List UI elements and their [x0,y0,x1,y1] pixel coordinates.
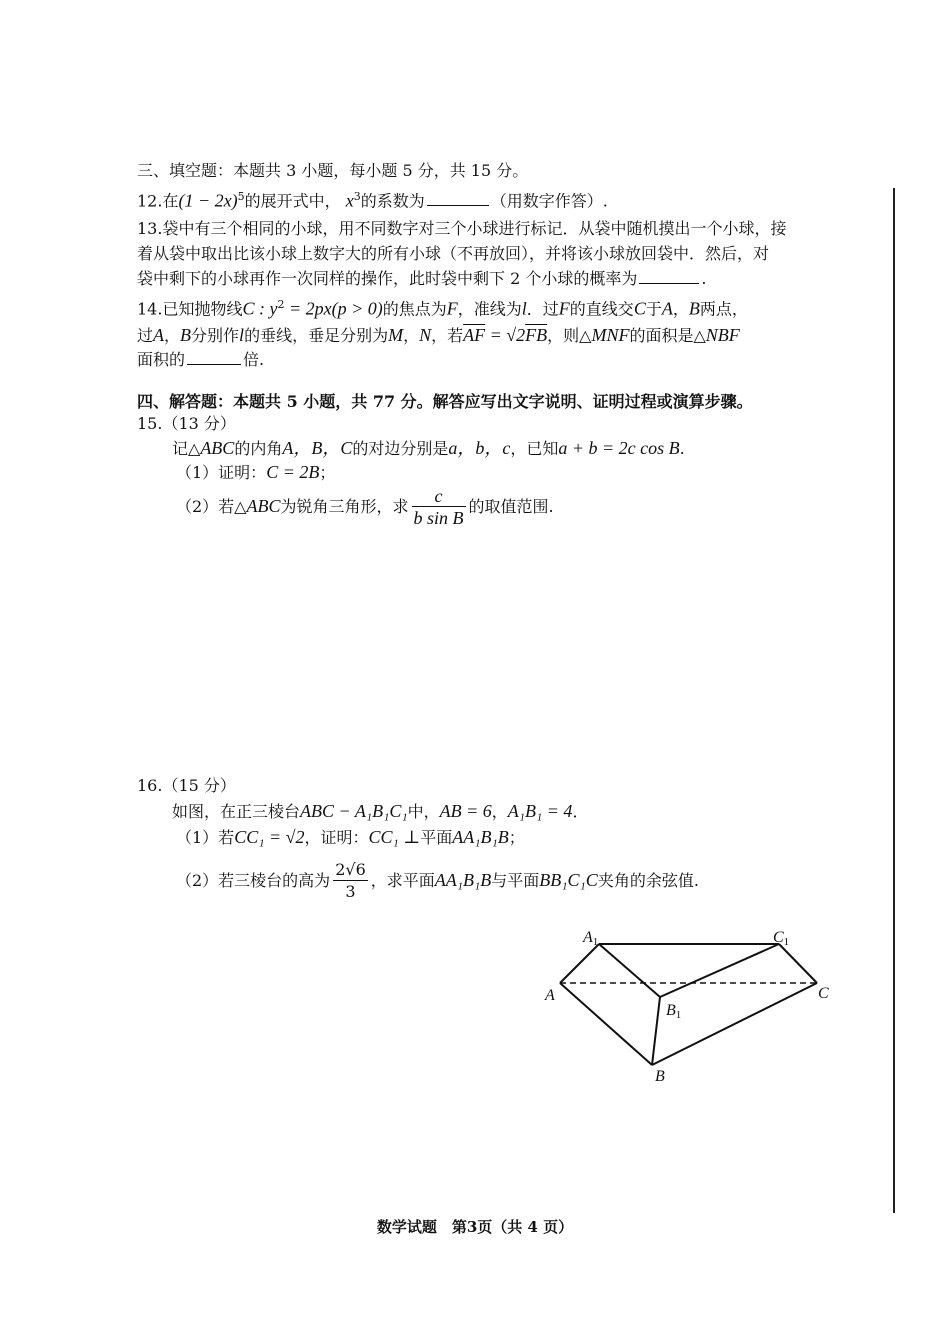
label-B: B [655,1068,665,1085]
edge-A1B1 [599,944,660,997]
question-15-stem: 记△ABC的内角A，B，C的对边分别是a，b，c，已知a + b = 2c cos B. [172,438,685,458]
edge-C1B1 [660,944,779,997]
question-13-line3: 袋中剩下的小球再作一次同样的操作，此时袋中剩下 2 个小球的概率为 . [137,269,707,288]
label-A: A [545,987,555,1004]
question-16-part2: （2）若三棱台的高为 $\frac{2√6}{3}$ ，求平面AA₁B₁B与平面BB₁C₁C夹角的余弦值. [176,860,699,901]
answer-blank-12[interactable] [427,190,489,206]
question-15-title: 15.（13 分） [137,414,236,433]
answer-blank-14[interactable] [187,349,241,365]
edge-AA1 [560,944,599,983]
margin-rule [893,188,895,1213]
question-13-line1: 13.袋中有三个相同的小球，用不同数字对三个小球进行标记．从袋中随机摸出一个小球，接 [137,219,787,238]
question-15-part1: （1）证明：C = 2B； [176,462,336,482]
label-B1: B1 [666,1002,682,1021]
edge-BB1 [652,997,660,1065]
page-footer: 数学试题 第3页（共 4 页） [376,1218,574,1236]
label-C: C [818,985,829,1002]
question-13-line2: 着从袋中取出比该小球上数字大的所有小球（不再放回），并将该小球放回袋中．然后，对 [137,244,770,263]
edge-CB [652,983,817,1065]
section4-heading: 四、解答题：本题共 5 小题，共 77 分。解答应写出文字说明、证明过程或演算步骤。 [137,392,753,411]
answer-blank-13[interactable] [639,268,699,284]
edge-CC1 [779,944,817,983]
fraction-c-over-bsinB: $\frac{c}{\text{b sin B}}$ [413,486,464,528]
label-C1: C1 [773,929,790,948]
label-A1: A1 [583,929,599,948]
question-16-stem: 如图，在正三棱台ABC − A₁B₁C₁中，AB = 6，A₁B₁ = 4． [172,801,589,821]
question-16-title: 16.（15 分） [137,776,236,795]
question-12: 12.在$(1 - 2x)^5$的展开式中， $x^3$的系数为 （用数字作答）. [137,190,608,211]
section3-heading: 三、填空题：本题共 3 小题，每小题 5 分，共 15 分。 [137,161,529,180]
fraction-height: $\frac{2√6}{3}$ [335,860,366,901]
question-14-line2: 过A，B分别作l的垂线，垂足分别为M，N，若$\overline{AF} = √2\overline{FB}$，则△MNF的面积是△NBF [137,325,740,345]
edge-AB [560,983,652,1065]
question-14-line1: 14.已知抛物线C : $y^2 = 2px(p > 0)$的焦点为F，准线为l．过F的直线交C于A，B两点， [137,298,748,319]
frustum-figure [535,925,845,1090]
question-15-part2: （2）若△ABC为锐角三角形，求 $\frac{c}{\text{b sin B}}$ 的取值范围. [176,486,554,528]
question-14-line3: 面积的 倍. [137,350,265,369]
question-16-part1: （1）若CC₁ = √2，证明：CC₁ ⊥平面AA₁B₁B； [176,827,525,847]
